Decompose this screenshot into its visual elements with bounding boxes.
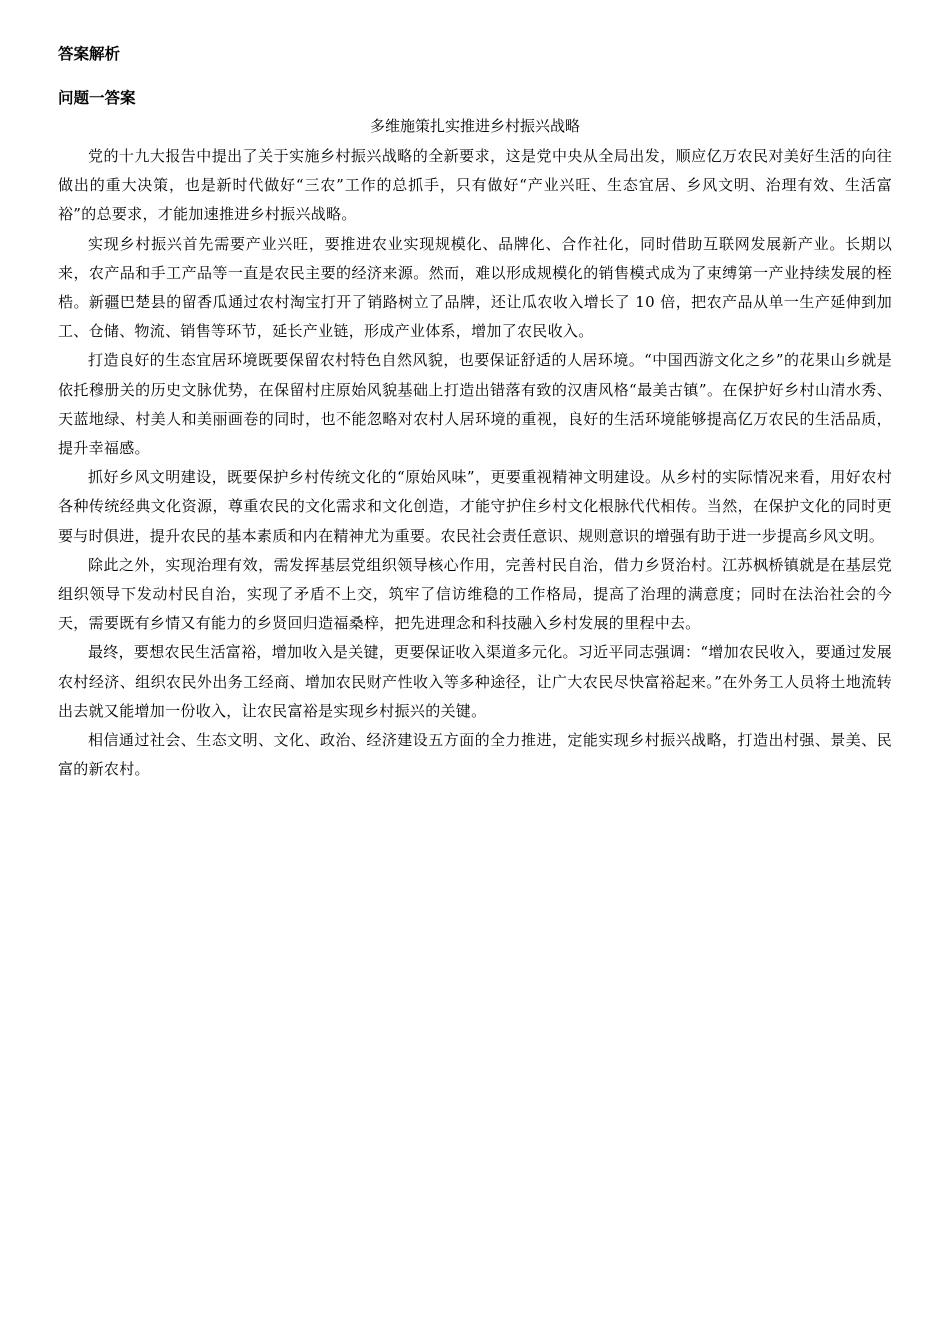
cut-off-heading [58, 45, 218, 76]
essay-body [58, 142, 892, 784]
essay-title: 多维施策扎实推进乡村振兴战略 [369, 117, 580, 135]
paragraph: 党的十九大报告中提出了关于实施乡村振兴战略的全新要求，这是党中央从全局出发，顺应亿万农民对美好生活的向往做出的重大决策，也是新时代做好“三农”工作的总抓手，只有做好“产业兴旺、生态宜居、乡风文明、治理有效、生活富裕”的总要求，才能加速推进乡村振兴战略。 [58, 147, 892, 224]
section-label: 问题一答案 [58, 89, 136, 107]
cut-off-heading-text: 答案解析 [58, 45, 121, 63]
paragraph: 抓好乡风文明建设，既要保护乡村传统文化的“原始风味”，更要重视精神文明建设。从乡村的实际情况来看，用好农村各种传统经典文化资源，尊重农民的文化需求和文化创造，才能守护住乡村文化根脉代代相传。当然，在保护文化的同时更要与时俱进，提升农民的基本素质和内在精神尤为重要。农民社会责任意识、规则意识的增强有助于进一步提高乡风文明。 [58, 468, 892, 545]
paragraph: 除此之外，实现治理有效，需发挥基层党组织领导核心作用，完善村民自治，借力乡贤治村。江苏枫桥镇就是在基层党组织领导下发动村民自治，实现了矛盾不上交，筑牢了信访维稳的工作格局，提高了治理的满意度；同时在法治社会的今天，需要既有乡情又有能力的乡贤回归造福桑梓，把先进理念和科技融入乡村发展的里程中去。 [58, 555, 892, 633]
paragraph: 最终，要想农民生活富裕，增加收入是关键，更要保证收入渠道多元化。习近平同志强调：“增加农民收入，要通过发展农村经济、组织农民外出务工经商、增加农民财产性收入等多种途径，让广大农民尽快富裕起来。”在外务工人员将土地流转出去就又能增加一份收入，让农民富裕是实现乡村振兴的关键。 [58, 643, 892, 720]
paragraph: 打造良好的生态宜居环境既要保留农村特色自然风貌，也要保证舒适的人居环境。“中国西游文化之乡”的花果山乡就是依托穆册关的历史文脉优势，在保留村庄原始风貌基础上打造出错落有致的汉唐风格“最美古镇”。在保护好乡村山清水秀、天蓝地绿、村美人和美丽画卷的同时，也不能忽略对农村人居环境的重视，良好的生活环境能够提高亿万农民的生活品质，提升幸福感。 [58, 351, 892, 458]
paragraph: 实现乡村振兴首先需要产业兴旺，要推进农业实现规模化、品牌化、合作社化，同时借助互联网发展新产业。长期以来，农产品和手工产品等一直是农民主要的经济来源。然而，难以形成规模化的销售模式成为了束缚第一产业持续发展的桎梏。新疆巴楚县的留香瓜通过农村淘宝打开了销路树立了品牌，还让瓜农收入增长了 10 倍，把农产品从单一生产延伸到加工、仓储、物流、销售等环节，延长产业链，形成产业体系，增加了农民收入。 [58, 234, 892, 341]
paragraph: 相信通过社会、生态文明、文化、政治、经济建设五方面的全力推进，定能实现乡村振兴战略，打造出村强、景美、民富的新农村。 [58, 731, 892, 779]
